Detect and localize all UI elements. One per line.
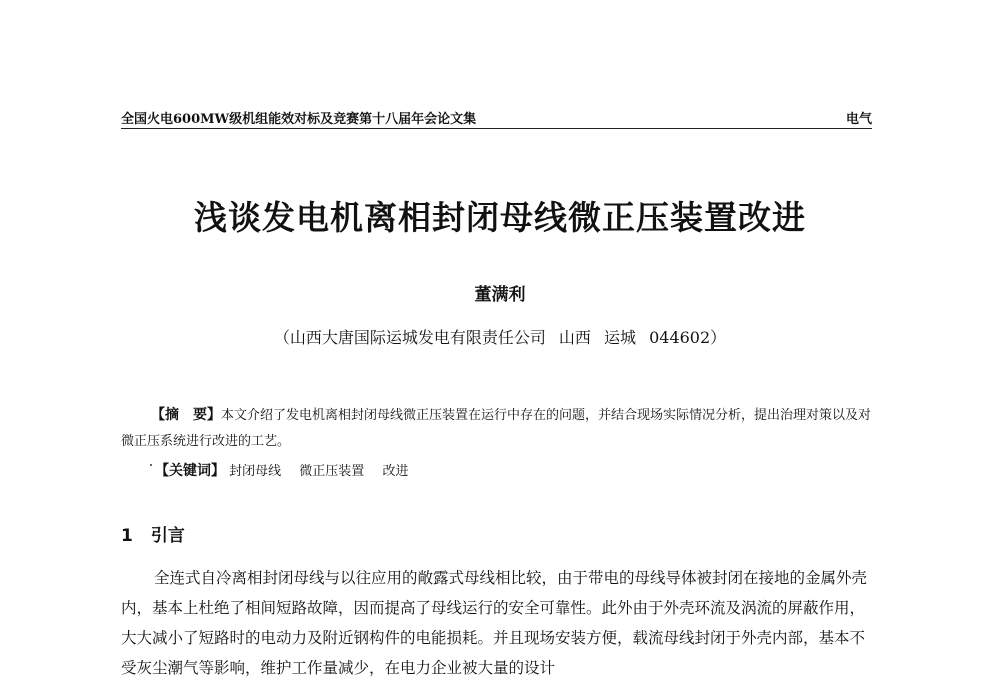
keyword-item: 改进 [382,464,409,479]
scan-speck [150,464,152,466]
body-text [121,563,872,683]
section-name: 电气 [845,112,872,127]
keyword-item: 微正压装置 [299,464,365,479]
keywords [155,460,422,480]
section-number: 1 [121,526,133,546]
abstract-text: 本文介绍了发电机离相封闭母线微正压装置在运行中存在的问题，并结合现场实际情况分析，提出治理对策以及对微正压系统进行改进的工艺。 [121,408,872,449]
section-title: 引言 [150,526,185,546]
keyword-item: 封闭母线 [229,464,282,479]
author-name: 董满利 [474,285,526,305]
keywords-label: 【关键词】 [155,463,225,479]
abstract-label: 【摘 要】 [151,407,221,423]
abstract [121,402,872,455]
body-paragraph: 全连式自冷离相封闭母线与以往应用的敞露式母线相比较，由于带电的母线导体被封闭在接地的金属外壳内，基本上杜绝了相间短路故障，因而提高了母线运行的安全可靠性。此外由于外壳环流及涡流的屏蔽作用，大大减小了短路时的电动力及附近钢构件的电能损耗。并且现场安装方便，载流母线封闭于外壳内部，基本不受灰尘潮气等影响，维护工作量减少，在电力企业被大量的设计 [121,569,868,677]
running-header [121,106,872,129]
author-affiliation: （山西大唐国际运城发电有限责任公司 山西 运城 044602） [273,328,727,347]
paper-title: 浅谈发电机离相封闭母线微正压装置改进 [194,198,806,237]
section-heading [121,521,185,546]
journal-name: 全国火电600MW级机组能效对标及竞赛第十八届年会论文集 [121,112,477,127]
